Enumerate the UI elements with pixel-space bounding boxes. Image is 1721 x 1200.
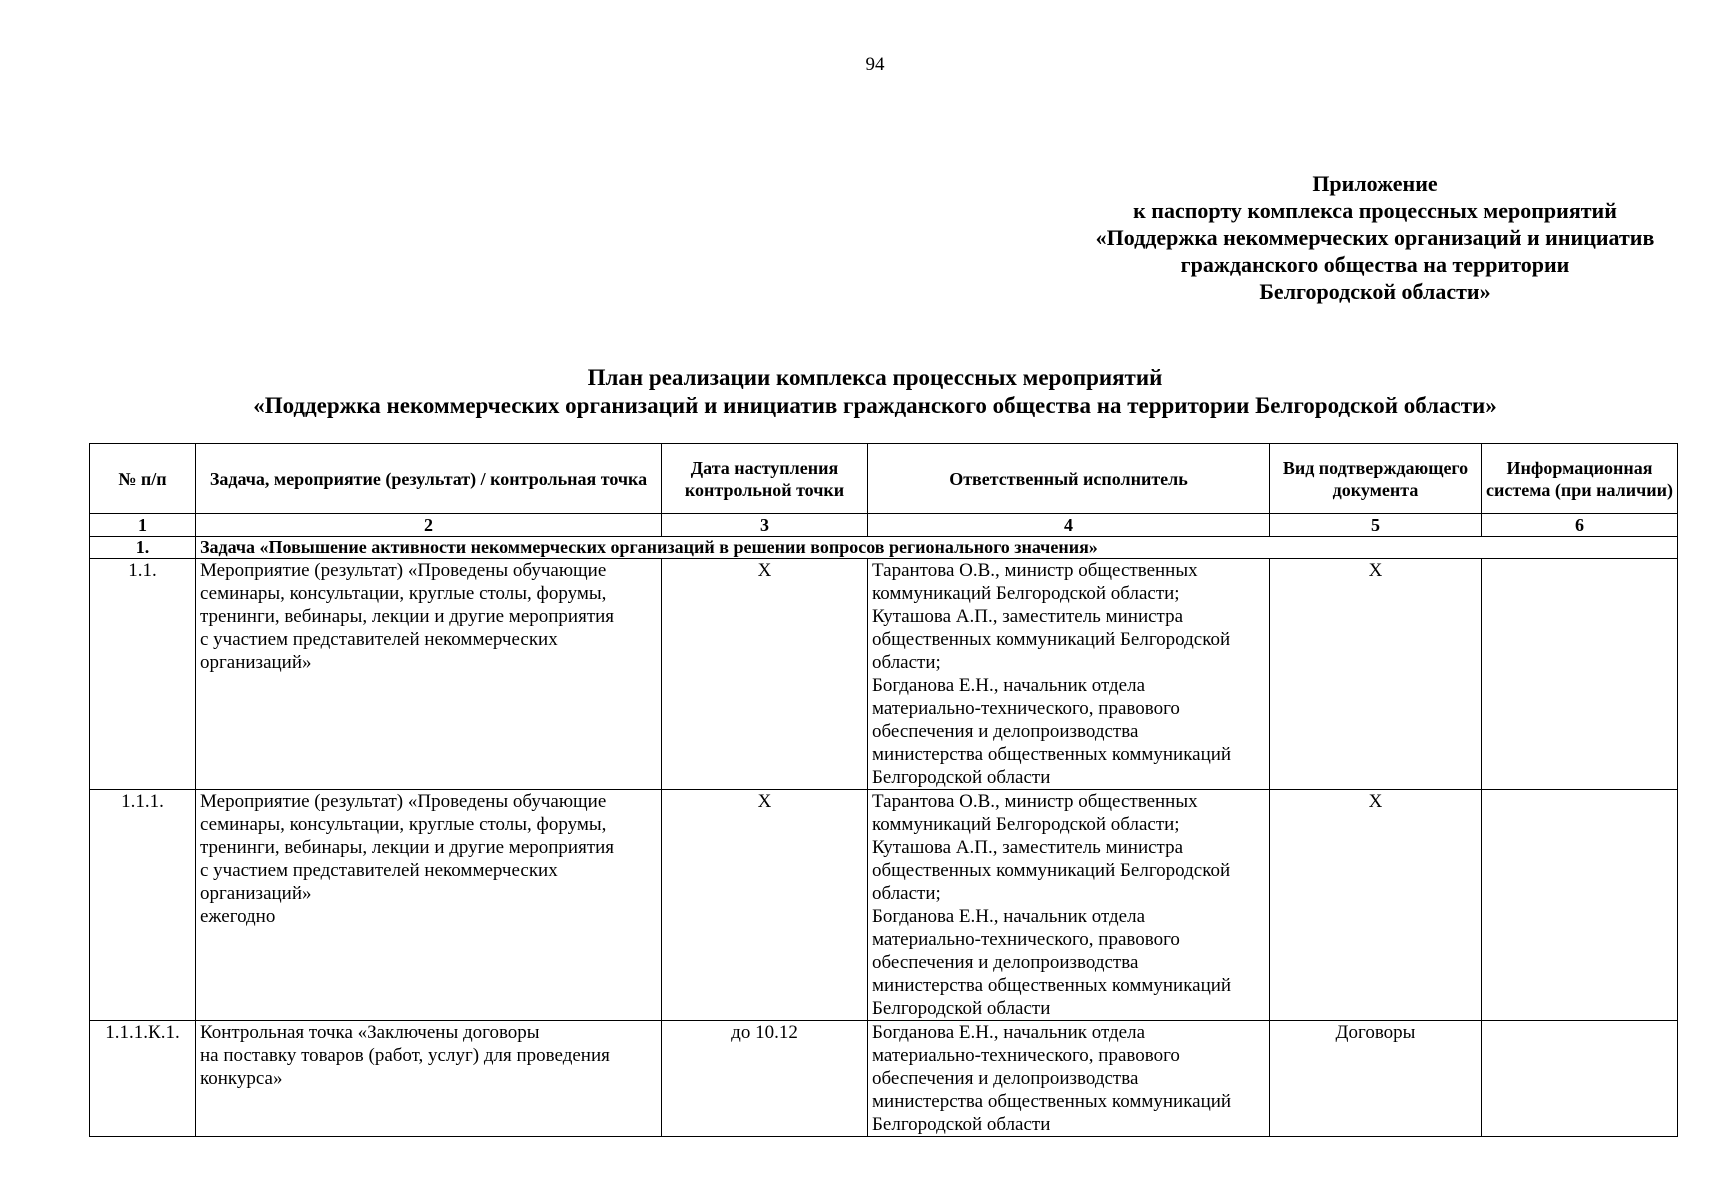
task-text: Задача «Повышение активности некоммерческих организаций в решении вопросов регионального значения» [196, 537, 1678, 559]
executor-line: материально-технического, правового [872, 1045, 1180, 1066]
appendix-line: гражданского общества на территории [1180, 252, 1570, 277]
executor-line: общественных коммуникаций Белгородской [872, 629, 1231, 650]
executor-line: министерства общественных коммуникаций [872, 744, 1232, 765]
plan-table [89, 443, 1678, 1137]
appendix-line: к паспорту комплекса процессных мероприятий [1133, 198, 1617, 223]
header-executor: Ответственный исполнитель [868, 444, 1270, 514]
column-number: 1 [90, 514, 196, 537]
executor-line: министерства общественных коммуникаций [872, 975, 1232, 996]
row-date: X [662, 559, 868, 790]
appendix-heading [1030, 170, 1720, 305]
task-line: семинары, консультации, круглые столы, форумы, [200, 814, 607, 835]
row-date: X [662, 790, 868, 1021]
executor-line: министерства общественных коммуникаций [872, 1091, 1232, 1112]
column-number: 2 [196, 514, 662, 537]
executor-line: Тарантова О.В., министр общественных [872, 791, 1198, 812]
executor-line: коммуникаций Белгородской области; [872, 814, 1180, 835]
row-task [196, 790, 662, 1021]
executor-line: Белгородской области [872, 767, 1051, 788]
appendix-line: Белгородской области» [1259, 279, 1491, 304]
row-task [196, 559, 662, 790]
row-task [196, 1021, 662, 1137]
column-number: 6 [1482, 514, 1678, 537]
column-number: 5 [1270, 514, 1482, 537]
task-line: Мероприятие (результат) «Проведены обучающие [200, 791, 607, 812]
executor-line: коммуникаций Белгородской области; [872, 583, 1180, 604]
header-system: Информационная система (при наличии) [1482, 444, 1678, 514]
header-task: Задача, мероприятие (результат) / контрольная точка [196, 444, 662, 514]
task-line: организаций» [200, 652, 312, 673]
table-row [90, 790, 1678, 1021]
page-number: 94 [865, 54, 885, 75]
task-line: с участием представителей некоммерческих [200, 629, 558, 650]
executor-line: области; [872, 652, 941, 673]
column-number: 3 [662, 514, 868, 537]
executor-line: обеспечения и делопроизводства [872, 952, 1139, 973]
row-executor [868, 790, 1270, 1021]
task-line: ежегодно [200, 906, 276, 927]
task-line: конкурса» [200, 1068, 283, 1089]
task-line: тренинги, вебинары, лекции и другие мероприятия [200, 837, 615, 858]
executor-line: обеспечения и делопроизводства [872, 721, 1139, 742]
table-header-row [90, 444, 1678, 514]
task-line: Контрольная точка «Заключены договоры [200, 1022, 540, 1043]
task-line: тренинги, вебинары, лекции и другие мероприятия [200, 606, 615, 627]
executor-line: обеспечения и делопроизводства [872, 1068, 1139, 1089]
task-line: семинары, консультации, круглые столы, форумы, [200, 583, 607, 604]
appendix-line: «Поддержка некоммерческих организаций и инициатив [1095, 225, 1655, 250]
executor-line: Белгородской области [872, 1114, 1051, 1135]
task-line: на поставку товаров (работ, услуг) для проведения [200, 1045, 610, 1066]
column-number: 4 [868, 514, 1270, 537]
header-document: Вид подтверждающего документа [1270, 444, 1482, 514]
row-document: X [1270, 790, 1482, 1021]
row-document: X [1270, 559, 1482, 790]
row-date: до 10.12 [662, 1021, 868, 1137]
executor-line: Тарантова О.В., министр общественных [872, 560, 1198, 581]
executor-line: Богданова Е.Н., начальник отдела [872, 1022, 1146, 1043]
task-num: 1. [90, 537, 196, 559]
executor-line: Богданова Е.Н., начальник отдела [872, 906, 1146, 927]
row-system [1482, 1021, 1678, 1137]
table-row [90, 1021, 1678, 1137]
appendix-line: Приложение [1312, 171, 1438, 196]
row-system [1482, 790, 1678, 1021]
row-num: 1.1. [90, 559, 196, 790]
header-num: № п/п [90, 444, 196, 514]
task-line: с участием представителей некоммерческих [200, 860, 558, 881]
row-num: 1.1.1. [90, 790, 196, 1021]
column-number-row [90, 514, 1678, 537]
row-num: 1.1.1.К.1. [90, 1021, 196, 1137]
task-row [90, 537, 1678, 559]
executor-line: Белгородской области [872, 998, 1051, 1019]
row-document: Договоры [1270, 1021, 1482, 1137]
task-line: организаций» [200, 883, 312, 904]
header-date: Дата наступления контрольной точки [662, 444, 868, 514]
plan-title-line: План реализации комплекса процессных мероприятий [587, 365, 1163, 390]
row-executor [868, 559, 1270, 790]
executor-line: области; [872, 883, 941, 904]
executor-line: материально-технического, правового [872, 929, 1180, 950]
row-executor [868, 1021, 1270, 1137]
executor-line: Куташова А.П., заместитель министра [872, 606, 1184, 627]
task-line: Мероприятие (результат) «Проведены обучающие [200, 560, 607, 581]
executor-line: общественных коммуникаций Белгородской [872, 860, 1231, 881]
executor-line: Куташова А.П., заместитель министра [872, 837, 1184, 858]
plan-title-line: «Поддержка некоммерческих организаций и инициатив гражданского общества на территории Белгородской области» [253, 393, 1497, 418]
table-row [90, 559, 1678, 790]
executor-line: Богданова Е.Н., начальник отдела [872, 675, 1146, 696]
executor-line: материально-технического, правового [872, 698, 1180, 719]
row-system [1482, 559, 1678, 790]
plan-title [0, 364, 1721, 420]
